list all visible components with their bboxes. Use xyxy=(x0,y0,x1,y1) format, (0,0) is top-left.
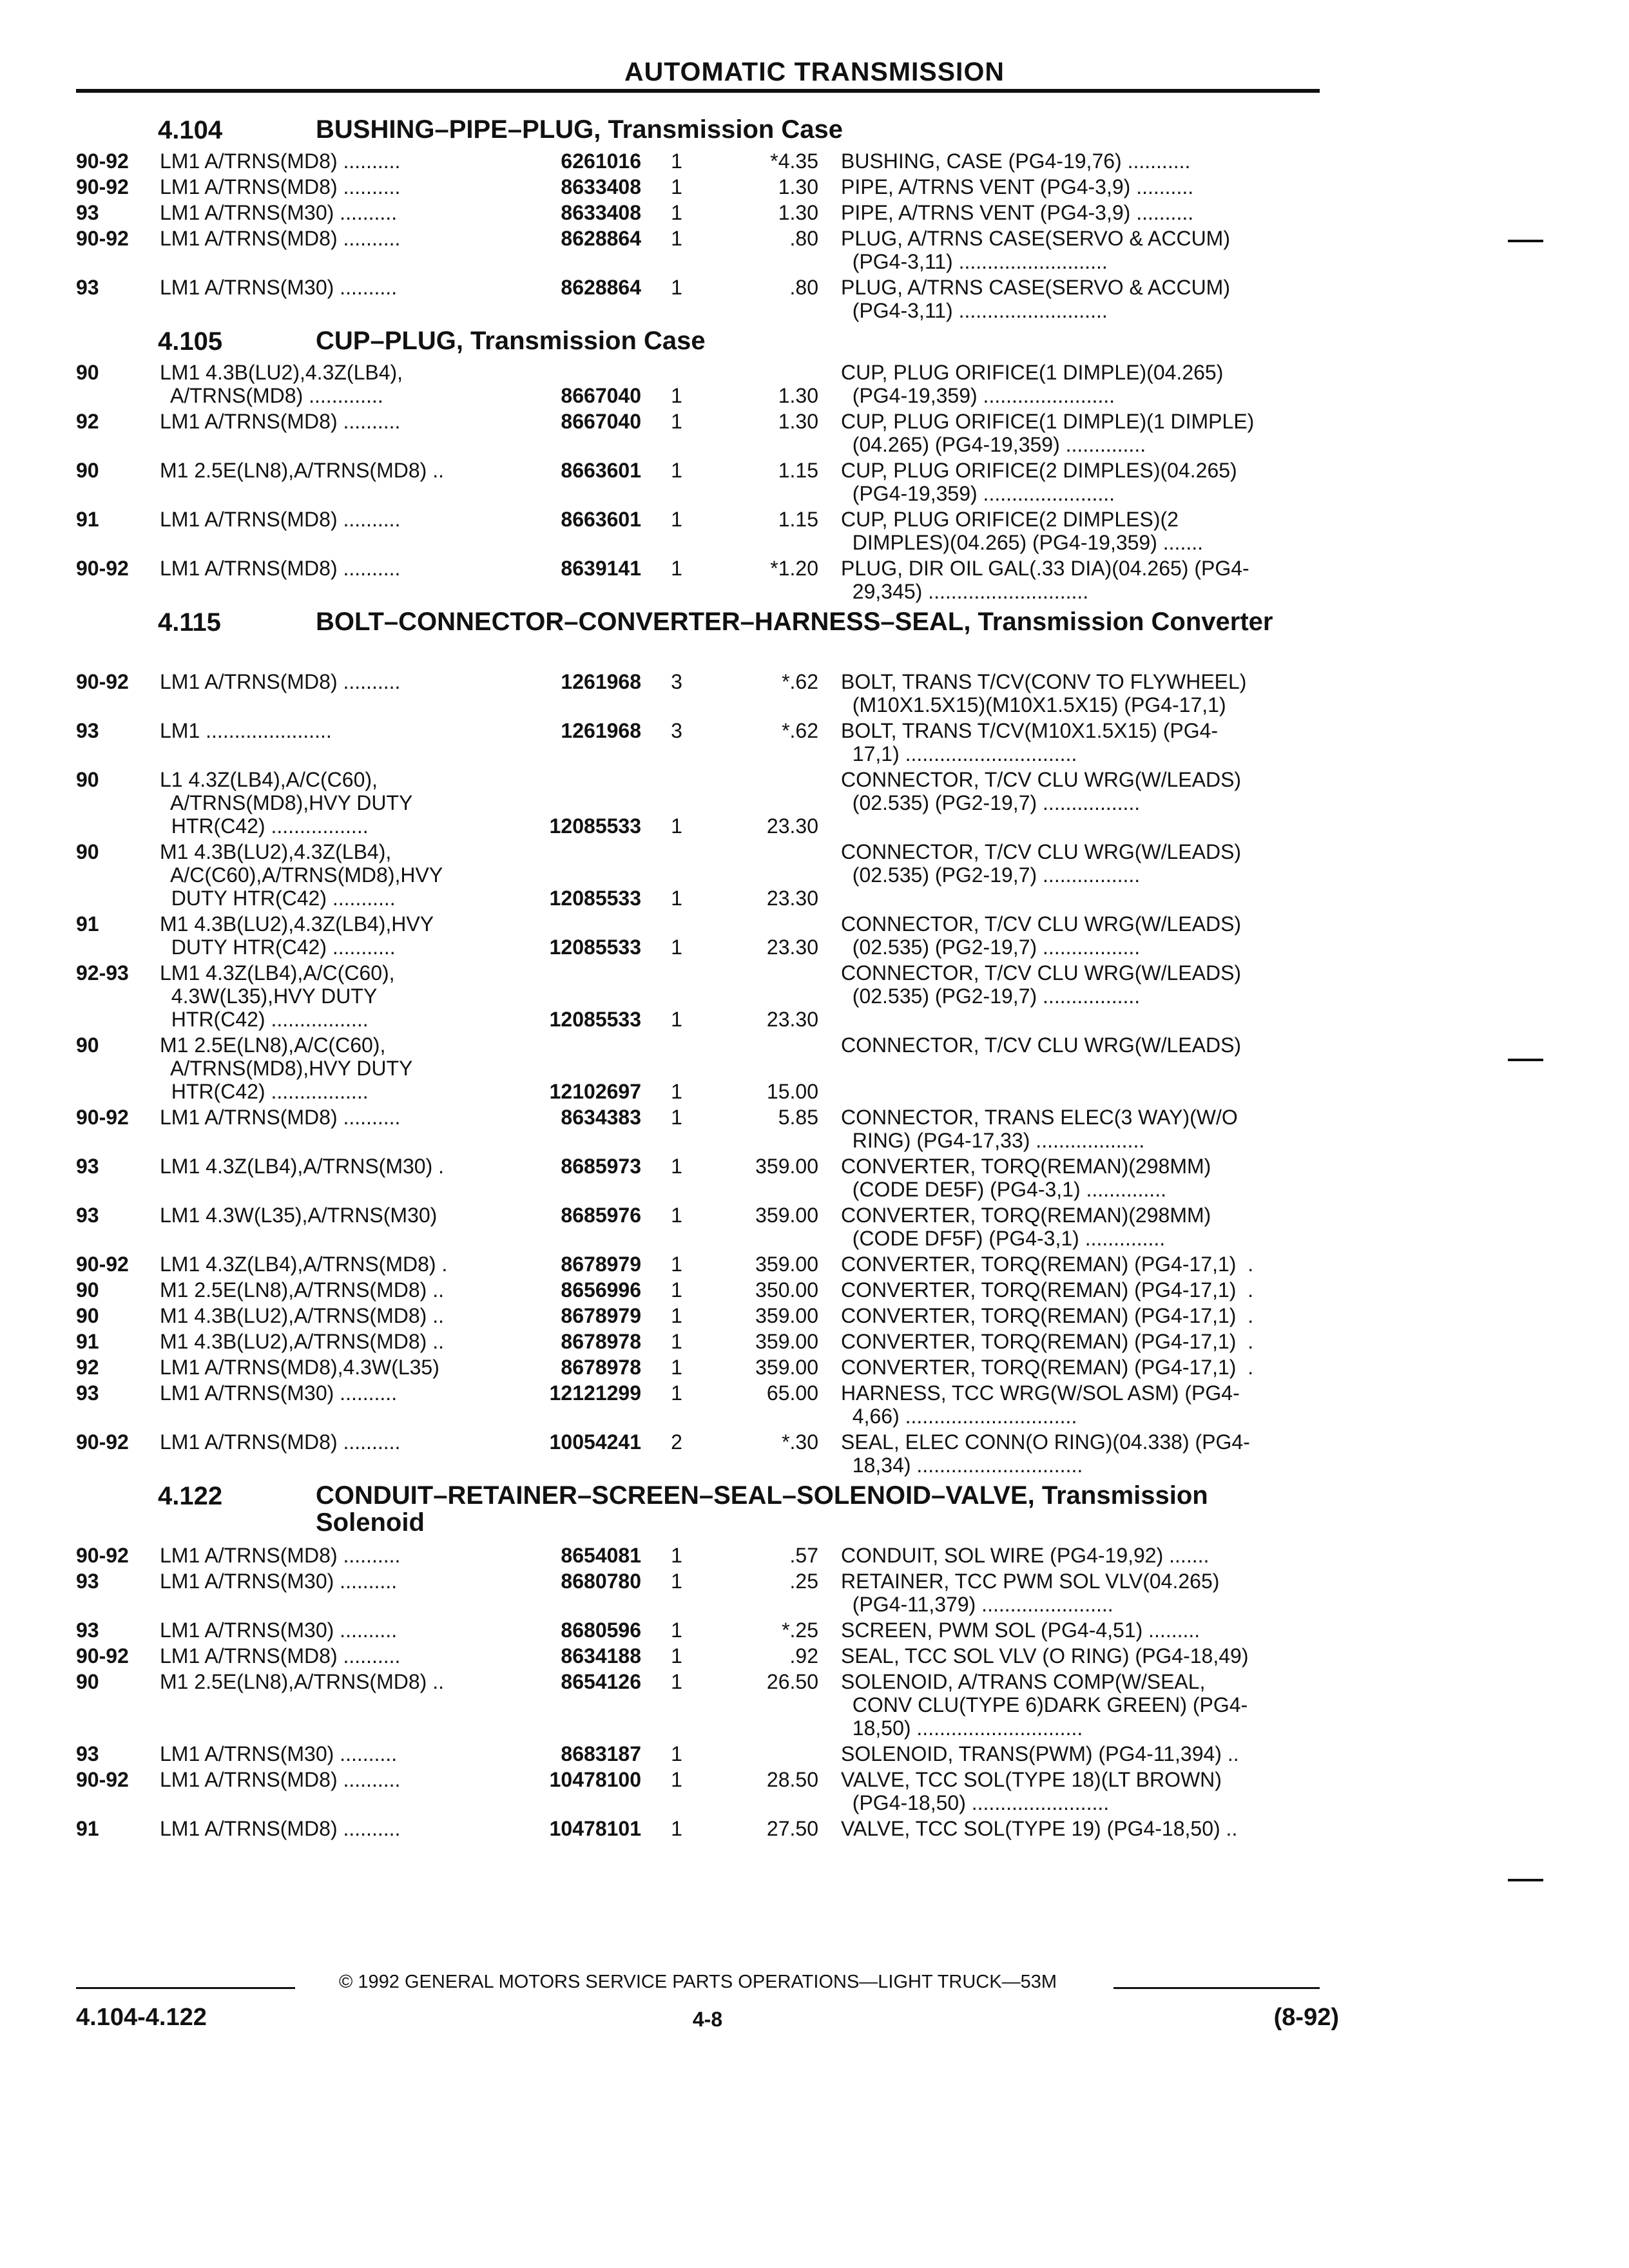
part-description: CUP, PLUG ORIFICE(2 DIMPLES)(04.265) (PG4-19,359) ....................... xyxy=(841,459,1237,505)
part-number: 8634383 xyxy=(561,1106,641,1129)
model-application: M1 4.3B(LU2),A/TRNS(MD8) .. xyxy=(160,1330,444,1353)
part-number: 8685976 xyxy=(561,1204,641,1227)
model-application: M1 4.3B(LU2),A/TRNS(MD8) .. xyxy=(160,1304,444,1327)
part-number: 12085533 xyxy=(549,936,641,959)
part-number: 8628864 xyxy=(561,276,641,299)
part-description: CONVERTER, TORQ(REMAN)(298MM) (CODE DE5F) (PG4-3,1) .............. xyxy=(841,1155,1211,1201)
part-number: 8633408 xyxy=(561,175,641,198)
model-application: LM1 4.3Z(LB4),A/TRNS(MD8) . xyxy=(160,1253,448,1276)
model-application: LM1 A/TRNS(M30) .......... xyxy=(160,1381,398,1405)
model-year: 90-92 xyxy=(76,670,129,693)
part-description: BOLT, TRANS T/CV(CONV TO FLYWHEEL) (M10X1.5X15)(M10X1.5X15) (PG4-17,1) xyxy=(841,670,1247,716)
parts-row xyxy=(0,227,1629,273)
model-application: LM1 A/TRNS(M30) .......... xyxy=(160,1570,398,1593)
parts-row xyxy=(0,557,1629,603)
part-number: 8667040 xyxy=(561,384,641,407)
quantity: 1 xyxy=(671,1670,682,1693)
quantity: 1 xyxy=(671,936,682,959)
part-number: 8680596 xyxy=(561,1619,641,1642)
model-year: 92-93 xyxy=(76,961,129,985)
price: 1.15 xyxy=(778,459,818,482)
price: 359.00 xyxy=(755,1253,818,1276)
parts-row xyxy=(0,1670,1629,1740)
part-number: 8685973 xyxy=(561,1155,641,1178)
quantity: 1 xyxy=(671,410,682,433)
model-year: 91 xyxy=(76,912,99,936)
quantity: 1 xyxy=(671,1381,682,1405)
model-year: 90 xyxy=(76,1304,99,1327)
quantity: 1 xyxy=(671,1304,682,1327)
quantity: 1 xyxy=(671,1278,682,1302)
parts-row xyxy=(0,276,1629,322)
part-description: CONNECTOR, T/CV CLU WRG(W/LEADS) xyxy=(841,1033,1242,1057)
price: *.30 xyxy=(782,1430,818,1454)
part-description: CONVERTER, TORQ(REMAN) (PG4-17,1) . xyxy=(841,1278,1254,1302)
quantity: 1 xyxy=(671,459,682,482)
model-year: 92 xyxy=(76,410,99,433)
part-number: 12121299 xyxy=(549,1381,641,1405)
part-number: 12085533 xyxy=(549,814,641,838)
quantity: 1 xyxy=(671,1644,682,1667)
model-application: LM1 A/TRNS(M30) .......... xyxy=(160,201,398,224)
part-description: PIPE, A/TRNS VENT (PG4-3,9) .......... xyxy=(841,175,1194,198)
quantity: 1 xyxy=(671,276,682,299)
model-application: LM1 ...................... xyxy=(160,719,332,742)
model-year: 90-92 xyxy=(76,175,129,198)
price: 359.00 xyxy=(755,1330,818,1353)
price: *.62 xyxy=(782,670,818,693)
price: 359.00 xyxy=(755,1204,818,1227)
quantity: 1 xyxy=(671,384,682,407)
model-year: 91 xyxy=(76,1817,99,1840)
part-description: CONNECTOR, T/CV CLU WRG(W/LEADS) (02.535) (PG2-19,7) ................. xyxy=(841,961,1242,1008)
model-application: LM1 A/TRNS(MD8) .......... xyxy=(160,670,401,693)
price: .80 xyxy=(789,276,818,299)
part-description: CONDUIT, SOL WIRE (PG4-19,92) ....... xyxy=(841,1544,1210,1567)
quantity: 3 xyxy=(671,719,682,742)
part-number: 12085533 xyxy=(549,1008,641,1031)
part-number: 10054241 xyxy=(549,1430,641,1454)
section-heading xyxy=(0,327,1629,361)
part-number: 10478100 xyxy=(549,1768,641,1791)
part-description: PLUG, A/TRNS CASE(SERVO & ACCUM) (PG4-3,11) .......................... xyxy=(841,227,1230,273)
price: 15.00 xyxy=(766,1080,818,1103)
price: 27.50 xyxy=(766,1817,818,1840)
parts-row xyxy=(0,768,1629,838)
part-number: 8654126 xyxy=(561,1670,641,1693)
part-number: 12102697 xyxy=(549,1080,641,1103)
part-description: CUP, PLUG ORIFICE(1 DIMPLE)(04.265) (PG4-19,359) ....................... xyxy=(841,361,1224,407)
model-application: M1 4.3B(LU2),4.3Z(LB4), A/C(C60),A/TRNS(MD8),HVY DUTY HTR(C42) ........... xyxy=(160,840,443,910)
part-description: PLUG, A/TRNS CASE(SERVO & ACCUM) (PG4-3,11) .......................... xyxy=(841,276,1230,322)
quantity: 1 xyxy=(671,1768,682,1791)
price: 65.00 xyxy=(766,1381,818,1405)
quantity: 1 xyxy=(671,557,682,580)
parts-row xyxy=(0,201,1629,224)
parts-row xyxy=(0,1817,1629,1840)
parts-row xyxy=(0,1155,1629,1201)
part-description: PLUG, DIR OIL GAL(.33 DIA)(04.265) (PG4- 29,345) ............................ xyxy=(841,557,1249,603)
part-number: 12085533 xyxy=(549,887,641,910)
price: 359.00 xyxy=(755,1155,818,1178)
parts-row xyxy=(0,1033,1629,1103)
model-year: 90-92 xyxy=(76,557,129,580)
part-description: SEAL, TCC SOL VLV (O RING) (PG4-18,49) xyxy=(841,1644,1249,1667)
model-application: LM1 4.3Z(LB4),A/TRNS(M30) . xyxy=(160,1155,444,1178)
price: 5.85 xyxy=(778,1106,818,1129)
model-application: LM1 A/TRNS(MD8) .......... xyxy=(160,149,401,173)
quantity: 1 xyxy=(671,1080,682,1103)
price: .25 xyxy=(789,1570,818,1593)
model-application: LM1 A/TRNS(MD8) .......... xyxy=(160,557,401,580)
part-number: 1261968 xyxy=(561,670,641,693)
quantity: 1 xyxy=(671,1106,682,1129)
part-description: CONVERTER, TORQ(REMAN) (PG4-17,1) . xyxy=(841,1253,1254,1276)
price: 359.00 xyxy=(755,1356,818,1379)
quantity: 1 xyxy=(671,149,682,173)
price: 1.30 xyxy=(778,175,818,198)
model-year: 90-92 xyxy=(76,1106,129,1129)
part-number: 1261968 xyxy=(561,719,641,742)
price: 359.00 xyxy=(755,1304,818,1327)
parts-row xyxy=(0,1356,1629,1379)
part-description: SCREEN, PWM SOL (PG4-4,51) ......... xyxy=(841,1619,1200,1642)
model-year: 90 xyxy=(76,459,99,482)
section-title: CONDUIT–RETAINER–SCREEN–SEAL–SOLENOID–VALVE, Transmission Solenoid xyxy=(316,1481,1208,1537)
model-year: 90-92 xyxy=(76,1768,129,1791)
price: *.62 xyxy=(782,719,818,742)
part-number: 8678978 xyxy=(561,1330,641,1353)
model-year: 90 xyxy=(76,1670,99,1693)
model-year: 90-92 xyxy=(76,227,129,250)
model-year: 93 xyxy=(76,1742,99,1765)
model-application: LM1 A/TRNS(MD8) .......... xyxy=(160,1544,401,1567)
part-description: SOLENOID, A/TRANS COMP(W/SEAL, CONV CLU(TYPE 6)DARK GREEN) (PG4- 18,50) ............................. xyxy=(841,1670,1248,1740)
part-description: CONVERTER, TORQ(REMAN)(298MM) (CODE DF5F) (PG4-3,1) .............. xyxy=(841,1204,1211,1250)
parts-row xyxy=(0,840,1629,910)
model-year: 93 xyxy=(76,1155,99,1178)
model-year: 93 xyxy=(76,1570,99,1593)
copyright-bar xyxy=(76,1972,1320,2004)
model-application: LM1 A/TRNS(MD8) .......... xyxy=(160,1644,401,1667)
parts-row xyxy=(0,719,1629,765)
model-year: 90 xyxy=(76,840,99,863)
section-number: 4.115 xyxy=(158,608,221,637)
page-title: AUTOMATIC TRANSMISSION xyxy=(624,57,1005,86)
model-application: LM1 A/TRNS(MD8) .......... xyxy=(160,508,401,531)
parts-row xyxy=(0,459,1629,505)
model-year: 90 xyxy=(76,768,99,791)
part-number: 8654081 xyxy=(561,1544,641,1567)
quantity: 1 xyxy=(671,1619,682,1642)
part-description: CONVERTER, TORQ(REMAN) (PG4-17,1) . xyxy=(841,1304,1254,1327)
parts-row xyxy=(0,1430,1629,1477)
part-description: CONNECTOR, T/CV CLU WRG(W/LEADS) (02.535) (PG2-19,7) ................. xyxy=(841,840,1242,887)
parts-list xyxy=(0,111,1629,1843)
part-description: RETAINER, TCC PWM SOL VLV(04.265) (PG4-11,379) ....................... xyxy=(841,1570,1220,1616)
quantity: 1 xyxy=(671,1155,682,1178)
parts-row xyxy=(0,508,1629,554)
quantity: 2 xyxy=(671,1430,682,1454)
price: *.25 xyxy=(782,1619,818,1642)
part-description: CONVERTER, TORQ(REMAN) (PG4-17,1) . xyxy=(841,1330,1254,1353)
model-year: 93 xyxy=(76,1619,99,1642)
price: 350.00 xyxy=(755,1278,818,1302)
price: *1.20 xyxy=(770,557,818,580)
price: 26.50 xyxy=(766,1670,818,1693)
section-title: BUSHING–PIPE–PLUG, Transmission Case xyxy=(316,115,843,144)
section-number: 4.104 xyxy=(158,116,223,144)
part-description: SEAL, ELEC CONN(O RING)(04.338) (PG4- 18,34) ............................. xyxy=(841,1430,1250,1477)
part-description: CONNECTOR, T/CV CLU WRG(W/LEADS) (02.535) (PG2-19,7) ................. xyxy=(841,768,1242,814)
parts-row xyxy=(0,410,1629,456)
quantity: 1 xyxy=(671,1330,682,1353)
price: 23.30 xyxy=(766,814,818,838)
margin-mark xyxy=(1508,240,1543,242)
price: 23.30 xyxy=(766,887,818,910)
part-description: CONNECTOR, T/CV CLU WRG(W/LEADS) (02.535) (PG2-19,7) ................. xyxy=(841,912,1242,959)
quantity: 1 xyxy=(671,1008,682,1031)
section-number: 4.122 xyxy=(158,1482,223,1510)
part-description: CONVERTER, TORQ(REMAN) (PG4-17,1) . xyxy=(841,1356,1254,1379)
page-number: 4-8 xyxy=(692,2008,723,2031)
quantity: 1 xyxy=(671,1570,682,1593)
part-number: 8628864 xyxy=(561,227,641,250)
quantity: 1 xyxy=(671,1817,682,1840)
parts-row xyxy=(0,1381,1629,1428)
part-number: 8678979 xyxy=(561,1304,641,1327)
model-application: LM1 A/TRNS(M30) .......... xyxy=(160,1619,398,1642)
model-year: 91 xyxy=(76,508,99,531)
quantity: 1 xyxy=(671,1204,682,1227)
model-year: 91 xyxy=(76,1330,99,1353)
model-application: M1 4.3B(LU2),4.3Z(LB4),HVY DUTY HTR(C42) ........... xyxy=(160,912,434,959)
parts-row xyxy=(0,1253,1629,1276)
model-application: M1 2.5E(LN8),A/TRNS(MD8) .. xyxy=(160,1670,444,1693)
parts-row xyxy=(0,670,1629,716)
part-description: CONNECTOR, TRANS ELEC(3 WAY)(W/O RING) (PG4-17,33) ................... xyxy=(841,1106,1238,1152)
part-number: 8667040 xyxy=(561,410,641,433)
price: 23.30 xyxy=(766,936,818,959)
parts-row xyxy=(0,1570,1629,1616)
parts-row xyxy=(0,1742,1629,1765)
model-year: 93 xyxy=(76,1204,99,1227)
quantity: 1 xyxy=(671,814,682,838)
part-number: 8680780 xyxy=(561,1570,641,1593)
quantity: 1 xyxy=(671,1742,682,1765)
model-application: LM1 4.3W(L35),A/TRNS(M30) xyxy=(160,1204,438,1227)
section-heading xyxy=(0,608,1629,670)
model-year: 90-92 xyxy=(76,1430,129,1454)
quantity: 1 xyxy=(671,1356,682,1379)
parts-row xyxy=(0,1278,1629,1302)
part-number: 8683187 xyxy=(561,1742,641,1765)
price: 1.30 xyxy=(778,201,818,224)
model-application: M1 2.5E(LN8),A/TRNS(MD8) .. xyxy=(160,459,444,482)
model-application: LM1 A/TRNS(MD8) .......... xyxy=(160,1768,401,1791)
parts-row xyxy=(0,1768,1629,1814)
section-heading xyxy=(0,116,1629,149)
model-application: LM1 A/TRNS(M30) .......... xyxy=(160,1742,398,1765)
quantity: 1 xyxy=(671,1253,682,1276)
header-rule xyxy=(76,89,1320,93)
model-application: LM1 A/TRNS(M30) .......... xyxy=(160,276,398,299)
model-application: LM1 A/TRNS(MD8),4.3W(L35) xyxy=(160,1356,439,1379)
quantity: 1 xyxy=(671,227,682,250)
quantity: 1 xyxy=(671,175,682,198)
quantity: 1 xyxy=(671,201,682,224)
parts-row xyxy=(0,1304,1629,1327)
price: .57 xyxy=(789,1544,818,1567)
model-year: 90 xyxy=(76,1278,99,1302)
model-year: 90-92 xyxy=(76,1253,129,1276)
part-description: BOLT, TRANS T/CV(M10X1.5X15) (PG4- 17,1) .............................. xyxy=(841,719,1219,765)
part-number: 8663601 xyxy=(561,459,641,482)
section-title: BOLT–CONNECTOR–CONVERTER–HARNESS–SEAL, Transmission Converter xyxy=(316,608,1273,636)
model-year: 90-92 xyxy=(76,1544,129,1567)
part-description: HARNESS, TCC WRG(W/SOL ASM) (PG4- 4,66) .............................. xyxy=(841,1381,1240,1428)
price: .92 xyxy=(789,1644,818,1667)
parts-row xyxy=(0,1619,1629,1642)
model-application: LM1 A/TRNS(MD8) .......... xyxy=(160,175,401,198)
parts-row xyxy=(0,1106,1629,1152)
price: *4.35 xyxy=(770,149,818,173)
part-number: 8656996 xyxy=(561,1278,641,1302)
section-range: 4.104-4.122 xyxy=(76,2004,207,2031)
model-application: LM1 A/TRNS(MD8) .......... xyxy=(160,227,401,250)
footer-rule-right xyxy=(1113,1987,1320,1989)
revision-date: (8-92) xyxy=(1273,2004,1339,2031)
part-description: CUP, PLUG ORIFICE(1 DIMPLE)(1 DIMPLE) (04.265) (PG4-19,359) .............. xyxy=(841,410,1255,456)
model-year: 93 xyxy=(76,1381,99,1405)
model-application: L1 4.3Z(LB4),A/C(C60), A/TRNS(MD8),HVY DUTY HTR(C42) ................. xyxy=(160,768,413,838)
model-application: LM1 A/TRNS(MD8) .......... xyxy=(160,410,401,433)
model-year: 93 xyxy=(76,276,99,299)
model-application: LM1 4.3Z(LB4),A/C(C60), 4.3W(L35),HVY DUTY HTR(C42) ................. xyxy=(160,961,395,1031)
model-application: M1 2.5E(LN8),A/C(C60), A/TRNS(MD8),HVY DUTY HTR(C42) ................. xyxy=(160,1033,413,1103)
part-number: 8633408 xyxy=(561,201,641,224)
margin-mark xyxy=(1508,1879,1543,1881)
part-description: VALVE, TCC SOL(TYPE 19) (PG4-18,50) .. xyxy=(841,1817,1238,1840)
model-application: LM1 A/TRNS(MD8) .......... xyxy=(160,1106,401,1129)
quantity: 1 xyxy=(671,1544,682,1567)
parts-row xyxy=(0,1544,1629,1567)
parts-row xyxy=(0,175,1629,198)
model-year: 90-92 xyxy=(76,1644,129,1667)
model-year: 90-92 xyxy=(76,149,129,173)
price: 23.30 xyxy=(766,1008,818,1031)
section-number: 4.105 xyxy=(158,327,223,356)
parts-row xyxy=(0,1644,1629,1667)
model-year: 93 xyxy=(76,719,99,742)
price: 28.50 xyxy=(766,1768,818,1791)
part-description: CUP, PLUG ORIFICE(2 DIMPLES)(2 DIMPLES)(04.265) (PG4-19,359) ....... xyxy=(841,508,1203,554)
price: 1.15 xyxy=(778,508,818,531)
quantity: 3 xyxy=(671,670,682,693)
parts-row xyxy=(0,1330,1629,1353)
model-year: 92 xyxy=(76,1356,99,1379)
model-year: 93 xyxy=(76,201,99,224)
section-title: CUP–PLUG, Transmission Case xyxy=(316,327,706,355)
part-number: 10478101 xyxy=(549,1817,641,1840)
parts-row xyxy=(0,961,1629,1031)
part-number: 8678978 xyxy=(561,1356,641,1379)
model-application: LM1 A/TRNS(MD8) .......... xyxy=(160,1430,401,1454)
part-description: VALVE, TCC SOL(TYPE 18)(LT BROWN) (PG4-18,50) ........................ xyxy=(841,1768,1222,1814)
price: 1.30 xyxy=(778,410,818,433)
part-description: BUSHING, CASE (PG4-19,76) ........... xyxy=(841,149,1191,173)
part-number: 8634188 xyxy=(561,1644,641,1667)
part-number: 6261016 xyxy=(561,149,641,173)
section-heading xyxy=(0,1482,1629,1544)
quantity: 1 xyxy=(671,887,682,910)
parts-row xyxy=(0,1204,1629,1250)
model-year: 90 xyxy=(76,361,99,384)
quantity: 1 xyxy=(671,508,682,531)
part-description: SOLENOID, TRANS(PWM) (PG4-11,394) .. xyxy=(841,1742,1239,1765)
model-year: 90 xyxy=(76,1033,99,1057)
price: 1.30 xyxy=(778,384,818,407)
part-description: PIPE, A/TRNS VENT (PG4-3,9) .......... xyxy=(841,201,1194,224)
copyright-text: © 1992 GENERAL MOTORS SERVICE PARTS OPERATIONS—LIGHT TRUCK—53M xyxy=(339,1972,1057,1992)
model-application: LM1 A/TRNS(MD8) .......... xyxy=(160,1817,401,1840)
parts-row xyxy=(0,149,1629,173)
model-application: LM1 4.3B(LU2),4.3Z(LB4), A/TRNS(MD8) ............. xyxy=(160,361,403,407)
margin-mark xyxy=(1508,1059,1543,1061)
price: .80 xyxy=(789,227,818,250)
parts-row xyxy=(0,361,1629,407)
parts-row xyxy=(0,912,1629,959)
part-number: 8678979 xyxy=(561,1253,641,1276)
part-number: 8639141 xyxy=(561,557,641,580)
model-application: M1 2.5E(LN8),A/TRNS(MD8) .. xyxy=(160,1278,444,1302)
part-number: 8663601 xyxy=(561,508,641,531)
